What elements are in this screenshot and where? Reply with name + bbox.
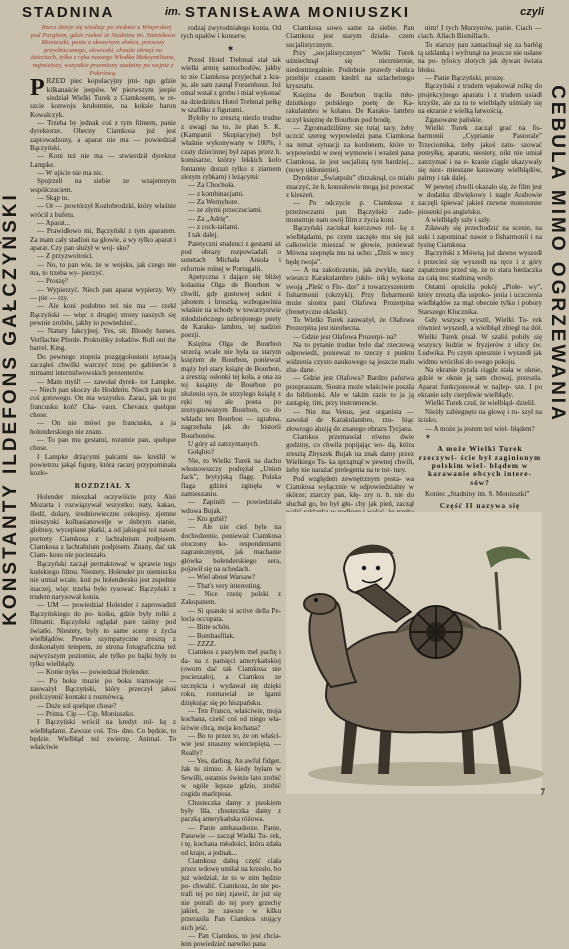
paragraph: Do pewnego stopnia pozgęgolonieni sytuacją zacząłeś chwilki warczyć trzej po gabinecie z mimami intermilwowskich prezenterów. [30,352,176,378]
paragraph: — A na zakończenie, jak zwykle, nasz wieszcz Karakulambro (ukło- nik) wykona swoją „Pleść o Flo- dze” z towarzyszeniem fisharmonii (okrzyki). Przy fisharmonii może siostra pani Olafowa Prozerpina (frenetyczne oklaski). [286,265,414,316]
paragraph: — Wiel about Warsaw? [188,573,256,582]
paragraph: Przed Hotel Trebmal stał tak wielki armię samochodów, jakby to nie Ciamkosa przyjechał z kra- ju, ale sam zasnął Forsenhouz. Jeż omal wstał z grobu i miał wykonać na dziedzińcu Hotel Trebmal pełkę w szafliku z figurami. [181,56,281,115]
subtitle-text: CEBULA MIMO OGRZEWANIA [547,85,568,423]
paragraph: — Ale koni podobno też nie ma — rzekł Bączyński — więc z drugiej strony naszych się pewnie zrobiło, jakby to powiedzieć... [30,302,176,328]
section-divider: ✶ [227,43,235,53]
paragraph: — Aparat... [37,219,71,227]
author-side-title [0,24,22,794]
paragraph: Przy „socjalistycznym” Wielki Turek uśmiechnął się niezmiernie, niedostrzegalnie. Podobnie prawdy słońca przebije czasem kiedrś na szlachetnego krysztalu. [286,49,414,91]
paragraph: Spojrzeli na siebie ze wzajemnym współczuciem. [30,177,176,194]
title-im: im. [165,6,181,18]
paragraph: — Koni też nie ma — stwierdził dyrektor Lampke. [30,152,176,169]
paragraph: To starszy pan zamachnął się za barłóg tą szklanką i wyfrunął na jeszcze nie usłane na po- tyloicy złotych jak dywan świata błoku. [418,40,542,74]
paragraph: — Si quando si active della Pe- locia occupata. [181,606,281,624]
title-czyli: czyli [520,6,544,18]
paragraph: Holender mieszkał oczywiście przy Alei Mozarta i rozwiązywał wszystko: naty, kakao, śledź, dolary, średniowieczne cekopisy, zjemne mieszynki kolbasianowelje w dobrym stanie, globusy, wycepiane płatki, a od jakiegoś też nawet portrety Ciamkosa z lachtalnium podpisem. Ciamkosa z lachtalnium podpisem. Znany, dać tak Ciam- kosu nie pocieszało. [30,493,176,560]
paragraph: Ciamkos z pazylem mel pachę i da- na z pamięci amerykańskiej (owom dać tak Ciamkosa nie pocieszało), a Ciamkos ze szczęścia i wydawał się dzięki roku, rozmawiał ze lgami dziękując się po hiszpańsku. [181,648,281,707]
paragraph: Zgasowane pańskie. [425,115,483,124]
paragraph: — Panie ambasadorze. Panie, Panowie — zaczął Wielki Tu- rek, i tę, kochana młodości, która zdała od kraju, a jednak... [181,823,281,857]
paragraph: — Natury fakcyjnej. Yes, sir. Bloody horses. Verflachte Pferde. Proktoliky żoładów. Roll out the barrel. King. [30,327,176,353]
paragraph: — Prima. Cip — Cip. Moniuszko. [37,709,135,718]
paragraph: Bączyński z trudem wpakował rolkę do projekcyjnego aparatu i z trudem usiadł krzyśle, ale za to te wielbłądy uśmiały się na ekranie z wielką łatwością. [418,82,542,116]
paragraph: — Za Wernyhore. [188,197,240,206]
paragraph: — Bitte schön. [188,623,231,632]
illustration-turk-on-camel [286,512,542,794]
paragraph: Nieżły zabiegnęto na głowę i ru- szył na ścisko. [418,407,542,425]
paragraph: Wielki Turek czuł, że wielbłąd- dzielił. [425,399,536,408]
paragraph: — No, to pan wie, że w wojsku, jak czego nie ma, to trzeba wy- pierzyć. [30,260,176,278]
paragraph: — z cock-tailami. [188,222,240,231]
paragraph: — Trzeba by jednak coś z tym filmem, panie dyrektorze. Obecny Ciamkosa już jest zaprowadzony, a aparat nie ma — powiedział Bączyński. [30,118,176,152]
paragraph: I tak dalej. [188,231,219,240]
page-title [22,2,544,24]
camel-drawing [286,512,542,794]
text-column-2 [181,24,281,949]
paragraph: — Nice rzeżę polski z Zakopanem. [181,590,281,607]
paragraph: Ciamkosz dalną część ciała przez wdowę umiłał na krzesło, bo już wiedział, że to w nim będzie po- chwalić. Ciamkosz, że nie po- trafi tej po niej zjawić, że już się nie potrafi do tej pory grzechy jakieś, że zawsze w kilku przeraziła Pan Ciamkos stojący nich jeść. [181,857,281,932]
paragraph: — Or — powtórzył Kozłobrodzki, który właśnie wrócił z bufetu. [30,202,176,219]
text-column-1 [30,24,176,794]
paragraph: — Z przyzwoitości. [37,252,94,261]
paragraph: Koniec „Stadniny im. S. Moniuszki” [425,489,530,498]
intro-note: Rzecz dzieje się wiedząc po siedmie u Wnęerskiej pod Pargitem, gdzie rzekoć że Stadnina im. Stanisława Moniuszki, panie u skwarnym słońcu, porzeszy przyobiecanego, słowiczki, chwale obrzęź na dzieciach, tylko z ręka naszego Włodka Maksymiliana, najmieższy, wszystkie przemiany stadniny po wojnie z Pokrótwą. [30,24,176,77]
page-number: 7 [540,787,545,797]
paragraph: — Ale nie cieś byle na dochodzenie, ponieważ Ciamkosa otoczony ko- respondentami zagranicznymi, jak machanie główka bolenderskiego sera, pojawił się na schodach. [181,523,281,573]
paragraph: — Pan Ciamkos, to jest chcia- łem powiedzieć narwiko pana [181,932,281,949]
paragraph: — Skąp tu. [37,193,70,202]
text-column-4 [418,24,542,544]
text-column-3 [286,24,414,544]
paragraph: Bączyński zaciskał kurczowo rol- kę z wielbłądami, po czym zaczęło mu się już całkowicie mieszać w głowie, ponieważ Mówna szepnęła mu na ucho: „Dziś w nocy będę twoja”. [286,224,414,266]
paragraph: Zdawały się przechodzić na scenie, na suki i zapominać nawet o fisharmonii i na łysinę Ciamkosa. [418,224,542,249]
paragraph: — Proszę? [37,277,68,286]
paragraph: rodzaj zwyrodniałego konia. Od tych upałów i konserw. [181,24,281,41]
paragraph: I Bączyński wrócił na kredyt rol- kę z wielbłądami. Zawsze coś. Tru- dno. Co będzie, to będzie. Wielbłąd też zwierzę. Animal. To właściwie [30,718,176,752]
paragraph: Nie, to Wielki Turek na dachu wlesnowszczy podrężał „Union Jack”, brytyjską flagę. Polska flaga gdzieś zginęła w zamieszaniu. [181,456,281,498]
paragraph: — z kombinacjami. [188,189,245,198]
paragraph: Na to pytanie trudno było dać rzeczową odpowiedź, ponieważ to rzeczy z punktu widzenia czysto naukowego są jeszcze mało zba- dane. [286,341,414,375]
paragraph: Ciamkos przemawiał równo dwie godziny, co chwila popijając wo- dą, która zresztą Zbyszek Bujak na znak damy przez Wielkiego Tu- ka sprzątnął w pewnej chwili, żeby nie narażać prelegenta na te tor- tury. [286,432,414,475]
paragraph: — Mam myśl! — zawołał dyrek- tor Lampke. — Niech pan skoczy do Hoddeńn. Niech pan kupi coś gotowego. On ma wszystko. Zaraz, jak to po francusku koń? Cha- vaux. Chevaux quelque chose. [30,377,176,419]
paragraph: Bączyński zaczął pertraktować w sprawie tego kuńskiego filmu. Niestety, Holender po niemiecku nie umiał wcale, koń po holendersku jest zupełnie inaczej, więc trzeba było rysować. Bączyński z trudem narysował konia. [30,559,176,602]
drop-cap: P [30,75,45,102]
paragraph: — Po boku muzie po boku tramwaje — zauważył Bączyński, który przeczył jakoś poifczynnić kontakt z rozmówcą. [30,676,176,702]
paragraph: — Duże sol quelque chose? [37,701,117,710]
paragraph: I Lampke drżącymi palcami na- kreślił w powietrzu jakąś figurę, która raczej przypominała kozło- [30,452,176,478]
paragraph: To Wielki Turek zauważył, że Olafowa Prozerpina jest nieobecna. [286,316,414,333]
paragraph: — Kto gubił? [188,514,228,523]
author-name: KONSTANTY ILDEFONS GAŁCZYŃSKI [0,192,21,626]
paragraph: Chusteczka damy z pieskiem były lila, chusteczka damy z paczką amerykańska różowa. [181,798,281,824]
paragraph: — Panie Bączyński, proszę. [425,74,505,83]
paragraph: Patetyczni studenci z gestami aż pod obrazy rozpowiadali o sonetach Michała Anioła i reformie rolnej w Portugalii. [181,239,281,273]
paragraph: — Nie ma Venus, jest organista — zawołał de Karakulambro, rzu- biąc złowrogo aluzją do znanego obrazu Tycjana. [286,407,414,433]
paragraph: Pod względem zewnętrznym posta- wa Ciamkosa wyłącznie w odpowiedzialny w skórze; ztarczy pan, kłę- zry n. b. nie do słuchał go, bo był głu- chy jak pień, zaczął [286,474,414,508]
paragraph: Gdy wszyscy wyszli, Wielki Tu- rek również wyszedł, a wielbłąd zbiegł na dół. Wielki Turek pisał. W szaliś pobiły się wszyscy łudzie w fryzjerów z ulicy św. Ludwika. Po czym spiesznie i wyszedł jak widmo wróciłoś do swego pokoju. [418,316,542,366]
paragraph: Dyrektor „Światpolu” chrzaknął, co miało znaczyć, że h. konsulowie mogą już powstać z kieszeń. [286,174,414,199]
paragraph: — Yes, darling. An awful fidget. Jak tu zimno. A kiedy byłam w Sewilli, ostatnio świeże lato zrobić w ogóle lepsze gdzie, zrobić cugido marlrposa. [181,756,281,799]
paragraph: Ostatni opuściła pokój „Piołe- wy”, który zresztą dla uspoko- jenia i uczczenia wielbłądów za mąż obecnie tylko i pobory Starszego Klucznika. [418,282,542,316]
section-divider: A może Wielki Turek rzeczywi- ście był zaginionym polskim wiel- błądem w karawanie obcych intere- sów? [418,444,542,487]
paragraph: — Po odczycie p. Ciamkosa z przeżroczami pan Bączyński zade- monstruje nam swój film z życia koni. [286,199,414,224]
paragraph: — A może ja jestem też wiel- błądem? [425,424,535,433]
paragraph: Na ekranie żyrafa ciągle stała w oknie, gdzie w oknie ją sam chowaj, przeszła. Aparat funkcjonował w najlep- sze. I po ekranie szły cierpliwie wielbłądy. [418,366,542,400]
paragraph: — UM — powiedział Holender i zaprowadził Bączyńskiego do po- koiku, gdzie były rolki z filmami. Bączyński oglądał pare taśmy pod światło. Niestety, były to same sceny z życia wielbłądów. Pewne szympatyczne zresztą z doskonałym tempem, ze strona fotograficzna też najwyższym poziomie, ale tylko po bajki były to tylko wielbłądy. [30,601,176,668]
paragraph: — Konie nyks — powiedział Holender. [37,668,150,677]
paragraph: — Za Chochoła. [188,181,236,190]
chapter-heading: ROZDZIAŁ X [74,480,132,490]
paragraph: — Wypierzyć. Niech pan aparat wypierzy. Wy — pie — rzy. [30,285,176,303]
title-stadnina: STADNINA [22,4,115,21]
camel-head [304,594,336,614]
paragraph: — To pan mu gestami, rozumie pan, quelque chose. [30,435,176,453]
paragraph: Wielki Turek zaczął grać na fis- harmonii „Cyprianie Pastorale” Trzeciomika, żeby jakoś zatu- szować pomyłkę, aparatu, niestety, nikt nie umiał zatrzymać i na e- kranie ciągle ukazywały się niez- mieszane karawany wielbłądów, palmy i tak dalej. [418,124,542,183]
paragraph: — On nie mówi po francusku, a ja holenderskiego nie znam. [30,419,176,436]
paragraph: U góry aż zatrzymanych. [188,439,260,448]
paragraph: — Zapinili — powiedziała wdowa Bujak. [181,498,281,515]
paragraph: — Ten Franco, właściwie, moja kochana, cześć coś od niego wła- ściwie chcą, moja kochana? [181,706,281,732]
paragraph: — W ujście nie ma nic. [37,168,104,177]
paragraph: Księżna de Bourbon trąciła mło- dziutkiego polskiego poetę de Ka- rakulambro w kolano. De Karaku- lambro uczył księżnę de Bourbon pod brodę. [286,90,414,124]
title-stanislawa-moniuszki: STANISŁAWA MONIUSZKI [185,4,410,21]
paragraph: Ciamkosa sowo same za siebie. Pan Ciamkosz jest starym działa- czem socjalistycznym. [286,24,414,49]
paragraph: W pewnej chwili okazało się, że film jest w dodatku dźwiękowy i nagle Arabowie zaczęli śpiewać jakieś rzewne monotonne piosenki po angielsku. [418,182,542,216]
paragraph: — Za „Adrię”. [188,214,231,223]
paragraph: Bączyński z Mówną już dawno wyszedł i przecież się wyszedł na ręce i z góry zapatrzone przed się, że to stara biedaczka za całą noc stadniną wody. [418,249,542,283]
paragraph: — Bo to przez to, że on właści- wie jest straszny wierciepięta, — Really? [181,731,281,757]
paragraph: ✶ [425,432,431,441]
end-note: Część II nazywa się [439,501,521,511]
paragraph: — ze złymi przeczuciami. [188,206,263,215]
paragraph: — Prawidłowo mi, Bączyński z tym aparatem. Za mam cały stadion na głowie, a wy tylko aparat i aparat. Czy pan służył w woj- sku? [30,227,176,253]
paragraph: Byłoby to zresztą niezlo trudne z uwagi na to, że plan S. K. (Kampanii Skupiącyjne) był właśnie wykonywany w 100%, i czaty dziecinnej był zapas przez h. komisarze, którzy lekkich kolo fontanny dorazi tylko z ziarnem złotym rybkam) i leżącymi: [181,114,281,181]
paragraph: — That's very interesting. [188,581,262,590]
paragraph: A wielbłądy szły i szły. [425,215,491,224]
paragraph: — Zgromadziliśmy się tutaj tacy, żeby uczcić szereg wypowiedzi pana Ciamkosa na temat sytuacji za kordonem, które to wypowiedzi w swej wymowie i wrażeń pana Ciamkosa, że jest socjalistą tym bardziej... (nowy ukłonienie). [286,124,414,174]
paragraph: nim! I tych Murzynów, panie. Ciach — ciach. Allach Bismillach. [418,24,542,41]
paragraph: — Gdzie jest Olafowa? Bardzo państwa przepraszam. Siostra może właściwie poszła do biblioteki. Ale w takim razie to ja ją zastąpię, tim, przy instrumencie. [286,374,414,408]
paragraph: Księżna Olga de Bourbon strzeżą wcale nie była za starym księżem de Bourbon, ponieważ mąży był stary książę de Bourbon, a zresztą: osłonki tej koła, a ona za tej książny de Bourbon po złożeniu syn, że strzylego książę z ręki tej ale poeta po zrezygnowanym Bourbon, co do wkładu ten Bourbon — zgrabna, zagrzebała jak do historii Bourbonów. [181,339,281,440]
paragraph: — Bombasfilak. [188,631,235,640]
paragraph: — Gdzie jest Olafowa Prozerpi- na? [293,332,397,341]
subtitle-side-title [545,4,569,504]
paragraph: PRZED piec kopulacyjny jmi- ngu gdzie kilkanaście jeepów. W pierwszym jeepie siedział Wielki Turek z Ciamkosem, w re- szcie konwoju krułomnie, na koksie baron Kowalczyk. [30,75,176,119]
paragraph: Apetyczna i dające się bliżej kolasina Olga de Bourbon w chwili, gdy gustowej sukni z jabotem i broszką, wzbogawinia właśnie na schody w towarzystwie młodzieńczego uzbrojonego poety de Karaku- lambro, tej nadziei poezji. [181,272,281,340]
paragraph: — ZZZZ. [188,640,216,649]
paragraph: Gołąbio? [188,448,215,457]
